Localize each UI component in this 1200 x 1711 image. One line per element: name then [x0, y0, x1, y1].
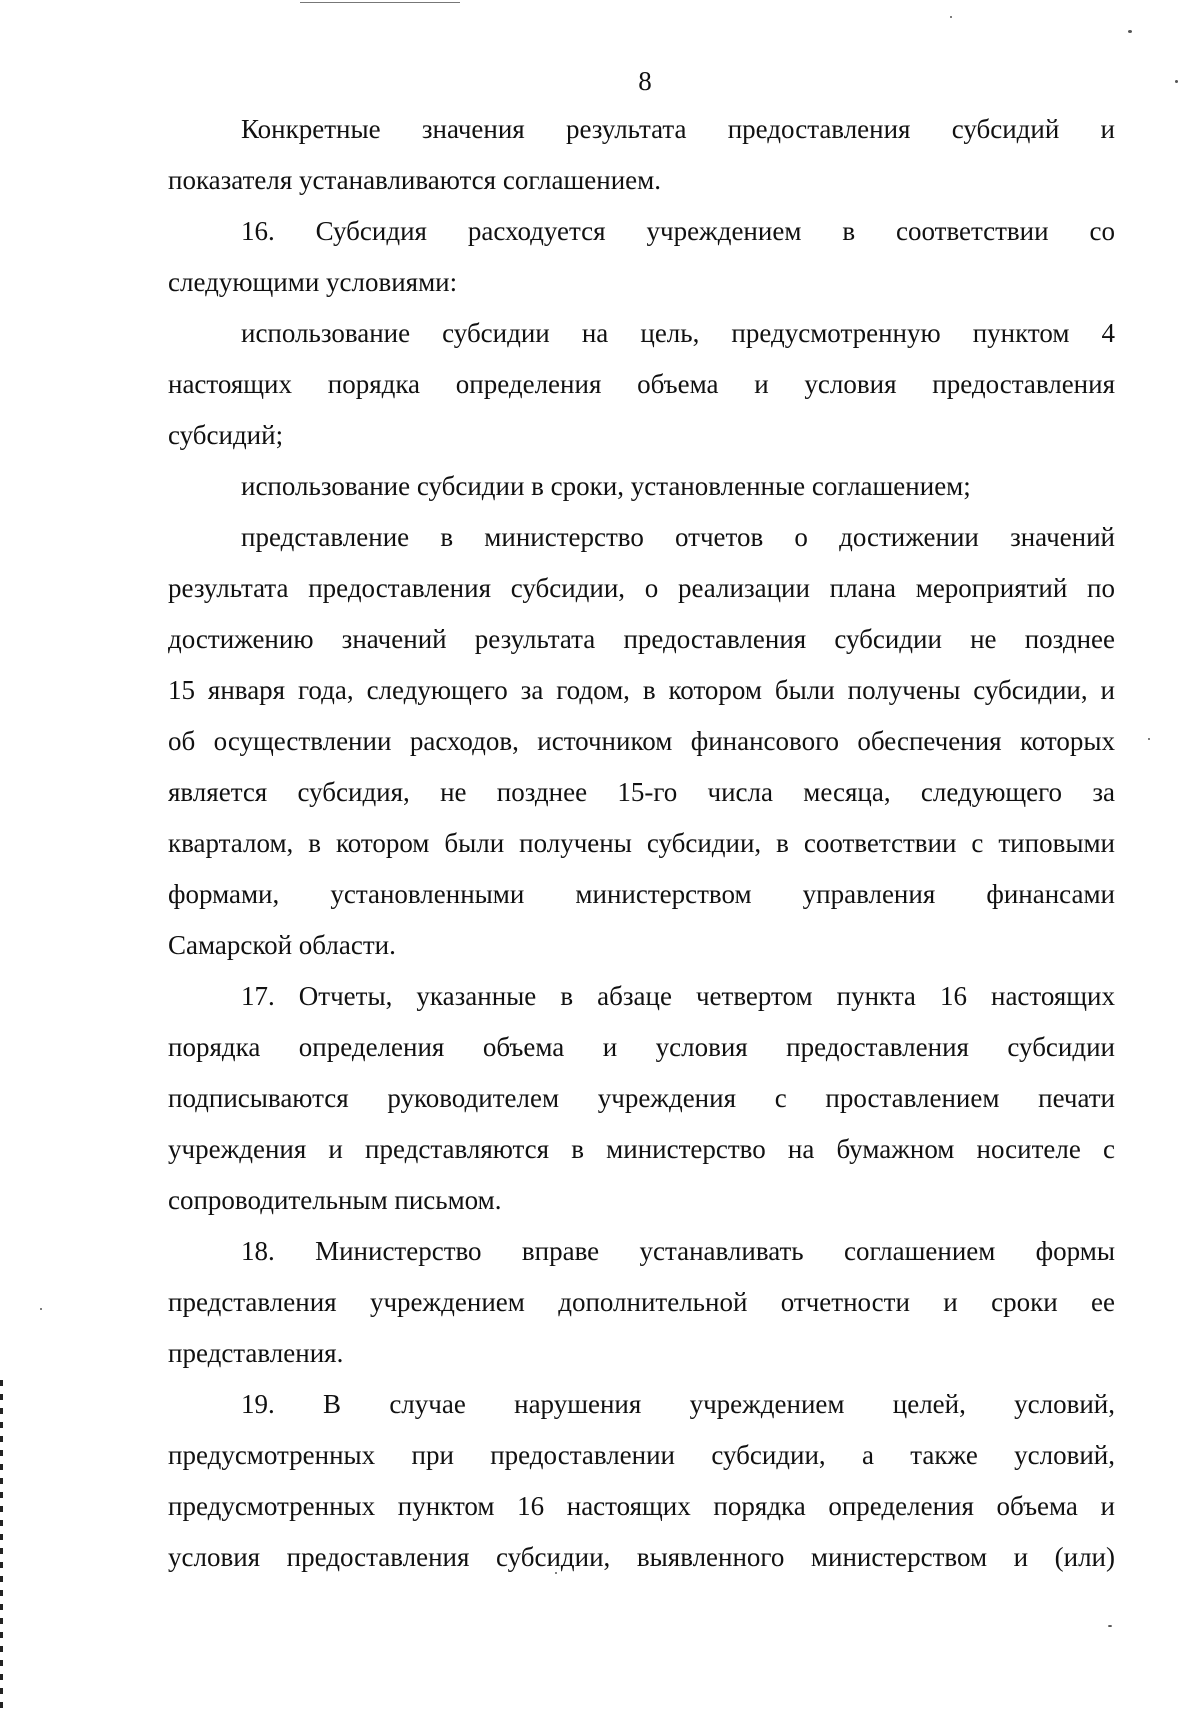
- page-number: 8: [638, 66, 652, 96]
- text-line: предусмотренных при предоставлении субсидии, а также условий,: [168, 1440, 1115, 1470]
- scan-artifact-dot: [40, 1308, 42, 1310]
- text-line: формами, установленными министерством управления финансами: [168, 879, 1115, 909]
- text-line: предусмотренных пунктом 16 настоящих порядка определения объема и: [168, 1491, 1115, 1521]
- scan-artifact-dot: [555, 1572, 557, 1574]
- text-line: условия предоставления субсидии, выявленного министерством и (или): [168, 1542, 1115, 1572]
- text-line: Самарской области.: [168, 930, 396, 960]
- scan-left-edge: [0, 1380, 3, 1711]
- text-line: использование субсидии на цель, предусмотренную пунктом 4: [241, 318, 1115, 348]
- text-line: результата предоставления субсидии, о реализации плана мероприятий по: [168, 573, 1115, 603]
- text-line: является субсидия, не позднее 15-го числа месяца, следующего за: [168, 777, 1115, 807]
- text-line: 18. Министерство вправе устанавливать соглашением формы: [241, 1236, 1115, 1266]
- scan-artifact-dot: [950, 16, 952, 18]
- text-line: использование субсидии в сроки, установленные соглашением;: [241, 471, 971, 501]
- text-line: об осуществлении расходов, источником финансового обеспечения которых: [168, 726, 1115, 756]
- scan-artifact-dot: [1128, 30, 1132, 33]
- scan-artifact-line: [300, 2, 460, 3]
- document-body: [168, 104, 1115, 1583]
- scan-artifact-dot: [1108, 1625, 1112, 1627]
- text-line: 19. В случае нарушения учреждением целей, условий,: [241, 1389, 1115, 1419]
- scan-artifact-dot: [1175, 80, 1178, 83]
- text-line: 15 января года, следующего за годом, в котором были получены субсидии, и: [168, 675, 1115, 705]
- text-line: следующими условиями:: [168, 267, 458, 297]
- text-line: Конкретные значения результата предоставления субсидий и: [241, 114, 1115, 144]
- text-line: настоящих порядка определения объема и условия предоставления: [168, 369, 1115, 399]
- text-line: порядка определения объема и условия предоставления субсидии: [168, 1032, 1115, 1062]
- text-line: сопроводительным письмом.: [168, 1185, 502, 1215]
- text-line: представление в министерство отчетов о достижении значений: [241, 522, 1115, 552]
- text-line: субсидий;: [168, 420, 284, 450]
- text-line: представления.: [168, 1338, 344, 1368]
- text-line: показателя устанавливаются соглашением.: [168, 165, 661, 195]
- text-line: подписываются руководителем учреждения с проставлением печати: [168, 1083, 1115, 1113]
- text-line: представления учреждением дополнительной отчетности и сроки ее: [168, 1287, 1115, 1317]
- text-line: 16. Субсидия расходуется учреждением в соответствии со: [241, 216, 1115, 246]
- text-line: учреждения и представляются в министерство на бумажном носителе с: [168, 1134, 1115, 1164]
- text-line: достижению значений результата предоставления субсидии не позднее: [168, 624, 1115, 654]
- text-line: 17. Отчеты, указанные в абзаце четвертом пункта 16 настоящих: [241, 981, 1115, 1011]
- scan-artifact-dot: [1148, 738, 1150, 740]
- text-line: кварталом, в котором были получены субсидии, в соответствии с типовыми: [168, 828, 1115, 858]
